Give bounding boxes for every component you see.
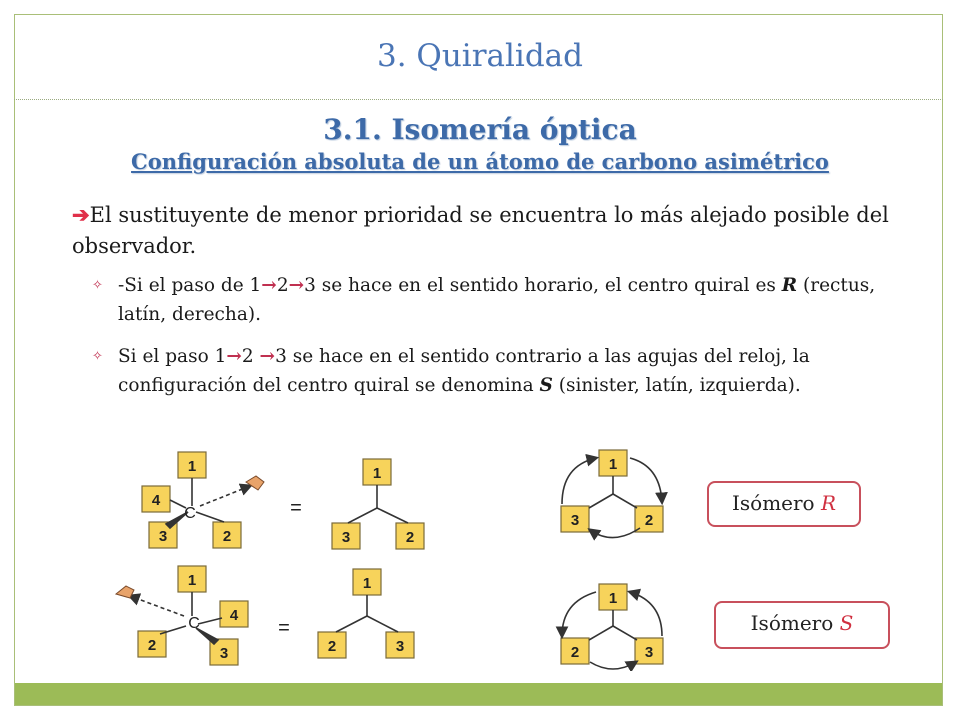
label-1: 1 [187, 572, 197, 589]
label-4: 4 [229, 607, 239, 624]
label-4: 4 [151, 492, 161, 509]
main-bullet [72, 199, 902, 262]
section-heading: Configuración absoluta de un átomo de carbono asimétrico [131, 149, 829, 174]
label-2: 2 [644, 512, 654, 529]
isomer-r-letter: R [820, 491, 837, 515]
label-3: 3 [219, 645, 229, 662]
label-2: 2 [222, 528, 232, 545]
label-3: 3 [644, 644, 654, 661]
rule-r-n2: 2 [276, 275, 289, 296]
label-1: 1 [362, 575, 372, 592]
rule-s-text-3: (sinister, latín, izquierda). [552, 375, 801, 396]
isomer-s-prefix: Isómero [750, 611, 840, 635]
label-2: 2 [570, 644, 580, 661]
title-divider [14, 99, 943, 100]
star-bullet-icon: ✧ [92, 349, 103, 364]
rule-r-text-1: -Si el paso de 1 [118, 275, 262, 296]
arrow-bullet-icon: ➔ [72, 202, 90, 227]
equals-sign: = [290, 497, 302, 519]
section-subtitle: 3.1. Isomería óptica [323, 113, 637, 146]
label-3: 3 [341, 529, 351, 546]
label-2: 2 [327, 638, 337, 655]
isomer-r-prefix: Isómero [731, 491, 821, 515]
right-arrow-icon: → [261, 275, 277, 296]
label-3: 3 [158, 528, 168, 545]
label-2: 2 [405, 529, 415, 546]
isomer-s-letter: S [839, 611, 854, 635]
right-arrow-icon: → [226, 346, 242, 367]
label-3: 3 [570, 512, 580, 529]
rule-r-text-2: 3 se hace en el sentido horario, el centro quiral es [304, 275, 782, 296]
label-3: 3 [395, 638, 405, 655]
rule-s-text-2: 3 se hace en el sentido contrario a las agujas del reloj, la configuración del centro quiral se denomina [118, 346, 810, 396]
rule-r-text-3: (rectus, latín, derecha). [118, 275, 876, 325]
rule-r-bullet [92, 271, 902, 329]
label-2: 2 [147, 637, 157, 654]
label-1: 1 [187, 458, 197, 475]
star-bullet-icon: ✧ [92, 278, 103, 293]
rule-s-bullet [92, 342, 902, 400]
isomer-r-badge [707, 481, 861, 527]
footer-bar [15, 683, 942, 705]
rule-s-n2: 2 [241, 346, 260, 367]
slide-title: 3. Quiralidad [376, 38, 584, 74]
equals-sign: = [278, 617, 290, 639]
main-bullet-text: El sustituyente de menor prioridad se encuentra lo más alejado posible del observador. [72, 203, 889, 258]
right-arrow-icon: → [288, 275, 305, 296]
carbon-label: C [184, 505, 196, 522]
right-arrow-icon: → [259, 346, 276, 367]
rule-s-letter: S [539, 375, 553, 396]
label-1: 1 [608, 456, 618, 473]
rule-r-letter: R [781, 275, 798, 296]
chirality-diagram [100, 446, 680, 671]
label-1: 1 [608, 590, 618, 607]
label-1: 1 [372, 465, 382, 482]
rule-s-text-1: Si el paso 1 [118, 346, 227, 367]
isomer-s-badge [714, 601, 890, 649]
carbon-label: C [188, 615, 200, 632]
